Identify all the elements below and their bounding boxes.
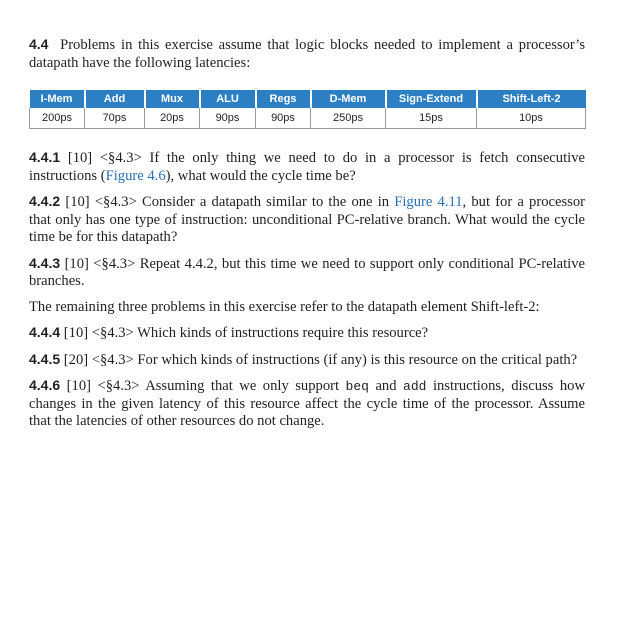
problem-text: Repeat 4.4.2, but this time we need to support only conditional PC-relative branches. <box>29 255 586 289</box>
problem-text: For which kinds of instructions (if any) is this resource on the critical path? <box>137 351 578 368</box>
problem-4-4-6 <box>29 377 585 431</box>
latency-value-row <box>30 108 586 129</box>
problem-4-4-3 <box>29 255 585 291</box>
latency-table <box>29 90 586 129</box>
problem-meta: [20] <§4.3> <box>63 351 134 368</box>
problem-text: instructions, discuss how changes in the given latency of this resource affect the cycle time of the processor. Assume that the latencies of other resources do not change. <box>29 378 585 429</box>
header-alu: ALU <box>200 90 256 108</box>
value-shift-left-2: 10ps <box>477 108 586 129</box>
code-beq: beq <box>345 379 369 394</box>
problem-meta: [10] <§4.3> <box>64 255 136 272</box>
value-mux: 20ps <box>145 108 200 129</box>
figure-link[interactable]: Figure 4.11 <box>394 194 463 210</box>
header-regs: Regs <box>256 90 311 108</box>
header-sign-extend: Sign-Extend <box>386 90 477 108</box>
problem-meta: [10] <§4.3> <box>67 150 142 166</box>
value-sign-extend: 15ps <box>386 108 477 129</box>
problem-number: 4.4.1 <box>29 149 61 165</box>
problem-number: 4.4.4 <box>29 324 61 340</box>
exercise-page <box>29 36 585 439</box>
code-add: add <box>403 379 427 394</box>
figure-link[interactable]: Figure 4.6 <box>105 167 166 184</box>
value-dmem: 250ps <box>311 108 386 129</box>
problem-4-4-4 <box>29 324 585 343</box>
problem-text: Assuming that we only support <box>145 378 346 394</box>
problem-text: If the only thing we need to do in a processor is fetch consecutive instructions ( <box>29 150 585 184</box>
problem-number: 4.4.6 <box>29 377 61 393</box>
problem-text: ), what would the cycle time be? <box>165 167 356 184</box>
latency-header-row <box>30 90 586 108</box>
problem-4-4-2 <box>29 193 585 247</box>
header-dmem: D-Mem <box>311 90 386 108</box>
problem-meta: [10] <§4.3> <box>66 378 140 394</box>
problem-number: 4.4.3 <box>29 254 61 271</box>
problem-text: Consider a datapath similar to the one in <box>142 194 395 210</box>
problem-meta: [10] <§4.3> <box>65 194 137 210</box>
problem-text: and <box>368 378 404 394</box>
problem-number: 4.4.5 <box>29 350 61 367</box>
value-add: 70ps <box>85 108 145 129</box>
header-mux: Mux <box>145 90 200 108</box>
problem-4-4-1 <box>29 149 585 185</box>
header-imem: I-Mem <box>30 90 85 108</box>
exercise-number: 4.4 <box>29 36 49 52</box>
value-imem: 200ps <box>30 108 85 129</box>
remaining-note: The remaining three problems in this exercise refer to the datapath element Shift-left-2: <box>29 298 540 315</box>
value-alu: 90ps <box>200 108 256 129</box>
problem-text: Which kinds of instructions require this resource? <box>137 325 429 341</box>
problem-number: 4.4.2 <box>29 193 61 209</box>
problem-text: , but for a processor that only has one type of instruction: unconditional PC-relative branch. What would the cycle time be for this datapath? <box>29 194 585 245</box>
header-add: Add <box>85 90 145 108</box>
value-regs: 90ps <box>256 108 311 129</box>
problem-meta: [10] <§4.3> <box>63 325 134 341</box>
intro-text: Problems in this exercise assume that logic blocks needed to implement a processor’s datapath have the following latencies: <box>29 37 585 71</box>
problem-4-4-5 <box>29 351 585 370</box>
header-shift-left-2: Shift-Left-2 <box>477 90 586 108</box>
exercise-intro <box>29 36 585 72</box>
